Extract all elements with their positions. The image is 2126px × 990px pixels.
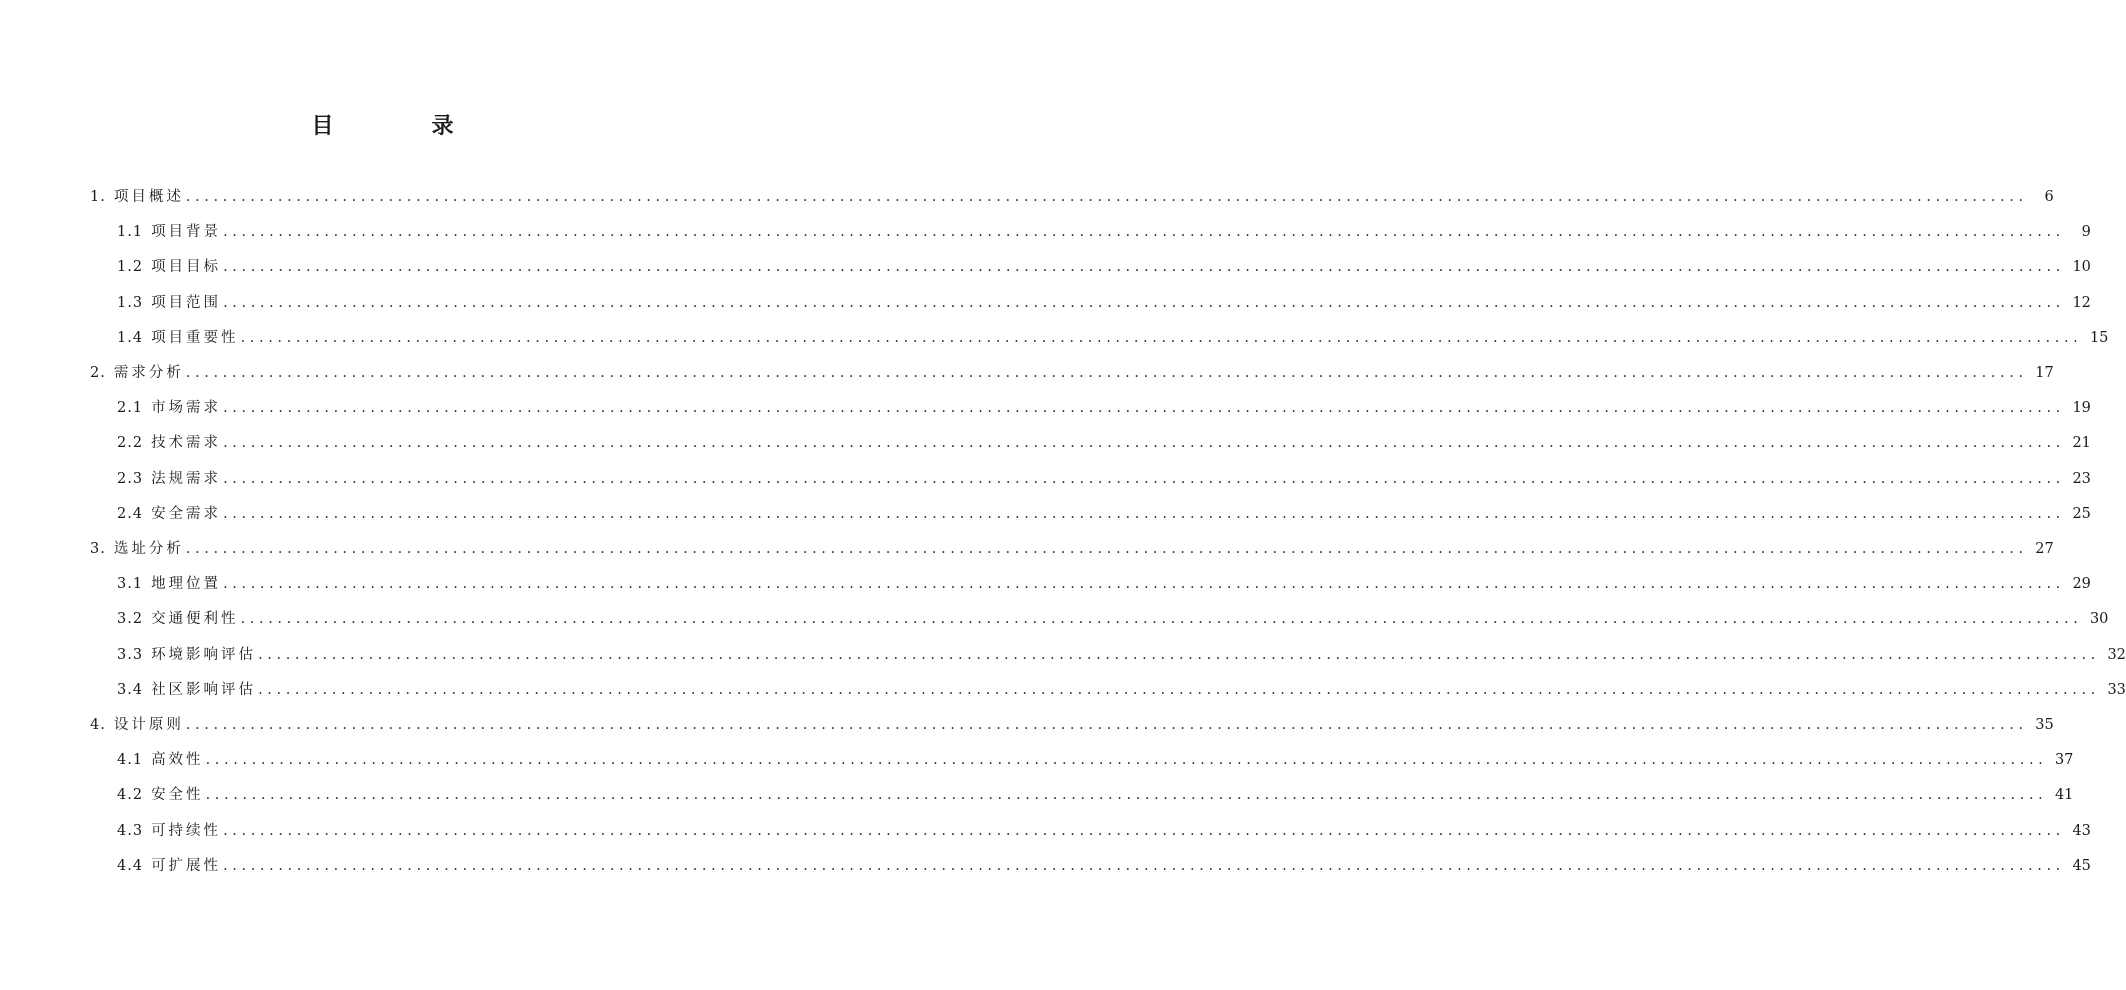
toc-entry-number: 1.1 xyxy=(117,224,144,241)
toc-entry-title: 选址分析 xyxy=(113,541,184,557)
toc-entry-number: 3.2 xyxy=(117,611,144,628)
toc-entry-title: 需求分析 xyxy=(113,365,184,381)
toc-entry-title: 安全性 xyxy=(151,787,204,804)
toc-entry[interactable] xyxy=(117,573,2091,595)
toc-dot-leader: ........................................................................................................................................................................................................ xyxy=(185,189,2028,205)
toc-entry-page-number: 19 xyxy=(2072,400,2091,417)
toc-dot-leader: ........................................................................................................................................................................................................ xyxy=(223,435,2065,452)
toc-entry[interactable] xyxy=(90,714,2054,736)
toc-entry[interactable] xyxy=(117,221,2091,243)
toc-dot-leader: ........................................................................................................................................................................................................ xyxy=(205,787,2048,804)
toc-entry-title: 安全需求 xyxy=(151,505,222,522)
toc-dot-leader: ........................................................................................................................................................................................................ xyxy=(223,294,2065,311)
toc-entry-number: 1.2 xyxy=(117,259,144,276)
toc-entry-number: 2. xyxy=(90,365,106,381)
toc-dot-leader: ........................................................................................................................................................................................................ xyxy=(223,857,2065,874)
toc-entry[interactable] xyxy=(117,468,2091,490)
toc-entry-title: 项目目标 xyxy=(151,259,222,276)
toc-entry-title: 项目范围 xyxy=(151,294,222,311)
toc-dot-leader: ........................................................................................................................................................................................................ xyxy=(223,259,2065,276)
toc-entry[interactable] xyxy=(117,256,2091,278)
toc-entry[interactable] xyxy=(90,362,2054,384)
toc-entry-number: 4.1 xyxy=(117,752,144,769)
toc-entry-page-number: 21 xyxy=(2072,435,2091,452)
toc-entry-number: 4. xyxy=(90,717,106,733)
toc-entry[interactable] xyxy=(90,538,2054,560)
toc-entry-page-number: 23 xyxy=(2072,470,2091,487)
toc-entry-page-number: 32 xyxy=(2107,646,2126,663)
toc-entry-title: 技术需求 xyxy=(151,435,222,452)
toc-entry-number: 2.3 xyxy=(117,470,144,487)
toc-entry[interactable] xyxy=(117,397,2091,419)
toc-entry[interactable] xyxy=(117,679,2126,701)
toc-entry-page-number: 6 xyxy=(2044,189,2054,205)
toc-entry[interactable] xyxy=(117,820,2091,842)
toc-entry-page-number: 17 xyxy=(2035,365,2054,381)
toc-entry-title: 市场需求 xyxy=(151,400,222,417)
toc-entry-title: 设计原则 xyxy=(113,717,184,733)
toc-entry[interactable] xyxy=(117,608,2109,630)
toc-entry-page-number: 37 xyxy=(2054,752,2074,769)
toc-dot-leader: ........................................................................................................................................................................................................ xyxy=(223,400,2065,417)
toc-entry-page-number: 29 xyxy=(2072,576,2091,593)
toc-entry-page-number: 12 xyxy=(2072,294,2091,311)
toc-dot-leader: ........................................................................................................................................................................................................ xyxy=(258,646,2100,663)
toc-entry-page-number: 25 xyxy=(2072,505,2091,522)
toc-entry[interactable] xyxy=(117,327,2109,349)
toc-entry-title: 高效性 xyxy=(151,752,204,769)
toc-dot-leader: ........................................................................................................................................................................................................ xyxy=(240,611,2083,628)
toc-dot-leader: ........................................................................................................................................................................................................ xyxy=(223,822,2065,839)
toc-entry-title: 项目重要性 xyxy=(151,329,239,346)
toc-entry-title: 交通便利性 xyxy=(151,611,239,628)
toc-entry-page-number: 9 xyxy=(2081,224,2091,241)
toc-entry-page-number: 30 xyxy=(2089,611,2109,628)
toc-entry-title: 地理位置 xyxy=(151,576,222,593)
toc-dot-leader: ........................................................................................................................................................................................................ xyxy=(185,541,2028,557)
toc-entry-number: 4.3 xyxy=(117,822,144,839)
toc-entry-title: 法规需求 xyxy=(151,470,222,487)
toc-entry-number: 1.3 xyxy=(117,294,144,311)
toc-entry-title: 环境影响评估 xyxy=(151,646,257,663)
toc-entry-number: 2.1 xyxy=(117,400,144,417)
toc-title: 目 录 xyxy=(311,114,492,139)
toc-entry-page-number: 10 xyxy=(2072,259,2091,276)
toc-entry-title: 社区影响评估 xyxy=(151,681,257,698)
toc-entry-page-number: 35 xyxy=(2035,717,2054,733)
toc-dot-leader: ........................................................................................................................................................................................................ xyxy=(240,329,2083,346)
toc-entry-page-number: 33 xyxy=(2107,681,2126,698)
toc-entry-number: 2.2 xyxy=(117,435,144,452)
toc-entry-number: 3. xyxy=(90,541,106,557)
toc-entry[interactable] xyxy=(117,432,2091,454)
toc-entry-title: 项目背景 xyxy=(151,224,222,241)
toc-dot-leader: ........................................................................................................................................................................................................ xyxy=(258,681,2100,698)
toc-entry-page-number: 15 xyxy=(2089,329,2109,346)
toc-entry-page-number: 45 xyxy=(2072,857,2091,874)
toc-entry-number: 3.3 xyxy=(117,646,144,663)
toc-entry-number: 1. xyxy=(90,189,106,205)
toc-dot-leader: ........................................................................................................................................................................................................ xyxy=(185,365,2028,381)
toc-entry-number: 4.4 xyxy=(117,857,144,874)
toc-entry-page-number: 43 xyxy=(2072,822,2091,839)
toc-entry[interactable] xyxy=(117,749,2074,771)
toc-entry[interactable] xyxy=(117,503,2091,525)
toc-dot-leader: ........................................................................................................................................................................................................ xyxy=(223,576,2065,593)
toc-entry-number: 2.4 xyxy=(117,505,144,522)
toc-dot-leader: ........................................................................................................................................................................................................ xyxy=(205,752,2048,769)
toc-entry-title: 可持续性 xyxy=(151,822,222,839)
toc-entry-number: 3.4 xyxy=(117,681,144,698)
toc-entry[interactable] xyxy=(117,292,2091,314)
toc-entry[interactable] xyxy=(117,855,2091,877)
toc-entry[interactable] xyxy=(117,784,2074,806)
toc-entry-page-number: 27 xyxy=(2035,541,2054,557)
toc-entry-number: 3.1 xyxy=(117,576,144,593)
toc-dot-leader: ........................................................................................................................................................................................................ xyxy=(185,717,2028,733)
toc-entry-number: 1.4 xyxy=(117,329,144,346)
toc-dot-leader: ........................................................................................................................................................................................................ xyxy=(223,505,2065,522)
toc-entry[interactable] xyxy=(117,644,2126,666)
toc-dot-leader: ........................................................................................................................................................................................................ xyxy=(223,224,2065,241)
toc-dot-leader: ........................................................................................................................................................................................................ xyxy=(223,470,2065,487)
toc-entry[interactable] xyxy=(90,186,2054,208)
toc-entry-page-number: 41 xyxy=(2054,787,2074,804)
toc-entry-title: 可扩展性 xyxy=(151,857,222,874)
toc-entry-number: 4.2 xyxy=(117,787,144,804)
toc-entry-title: 项目概述 xyxy=(113,189,184,205)
